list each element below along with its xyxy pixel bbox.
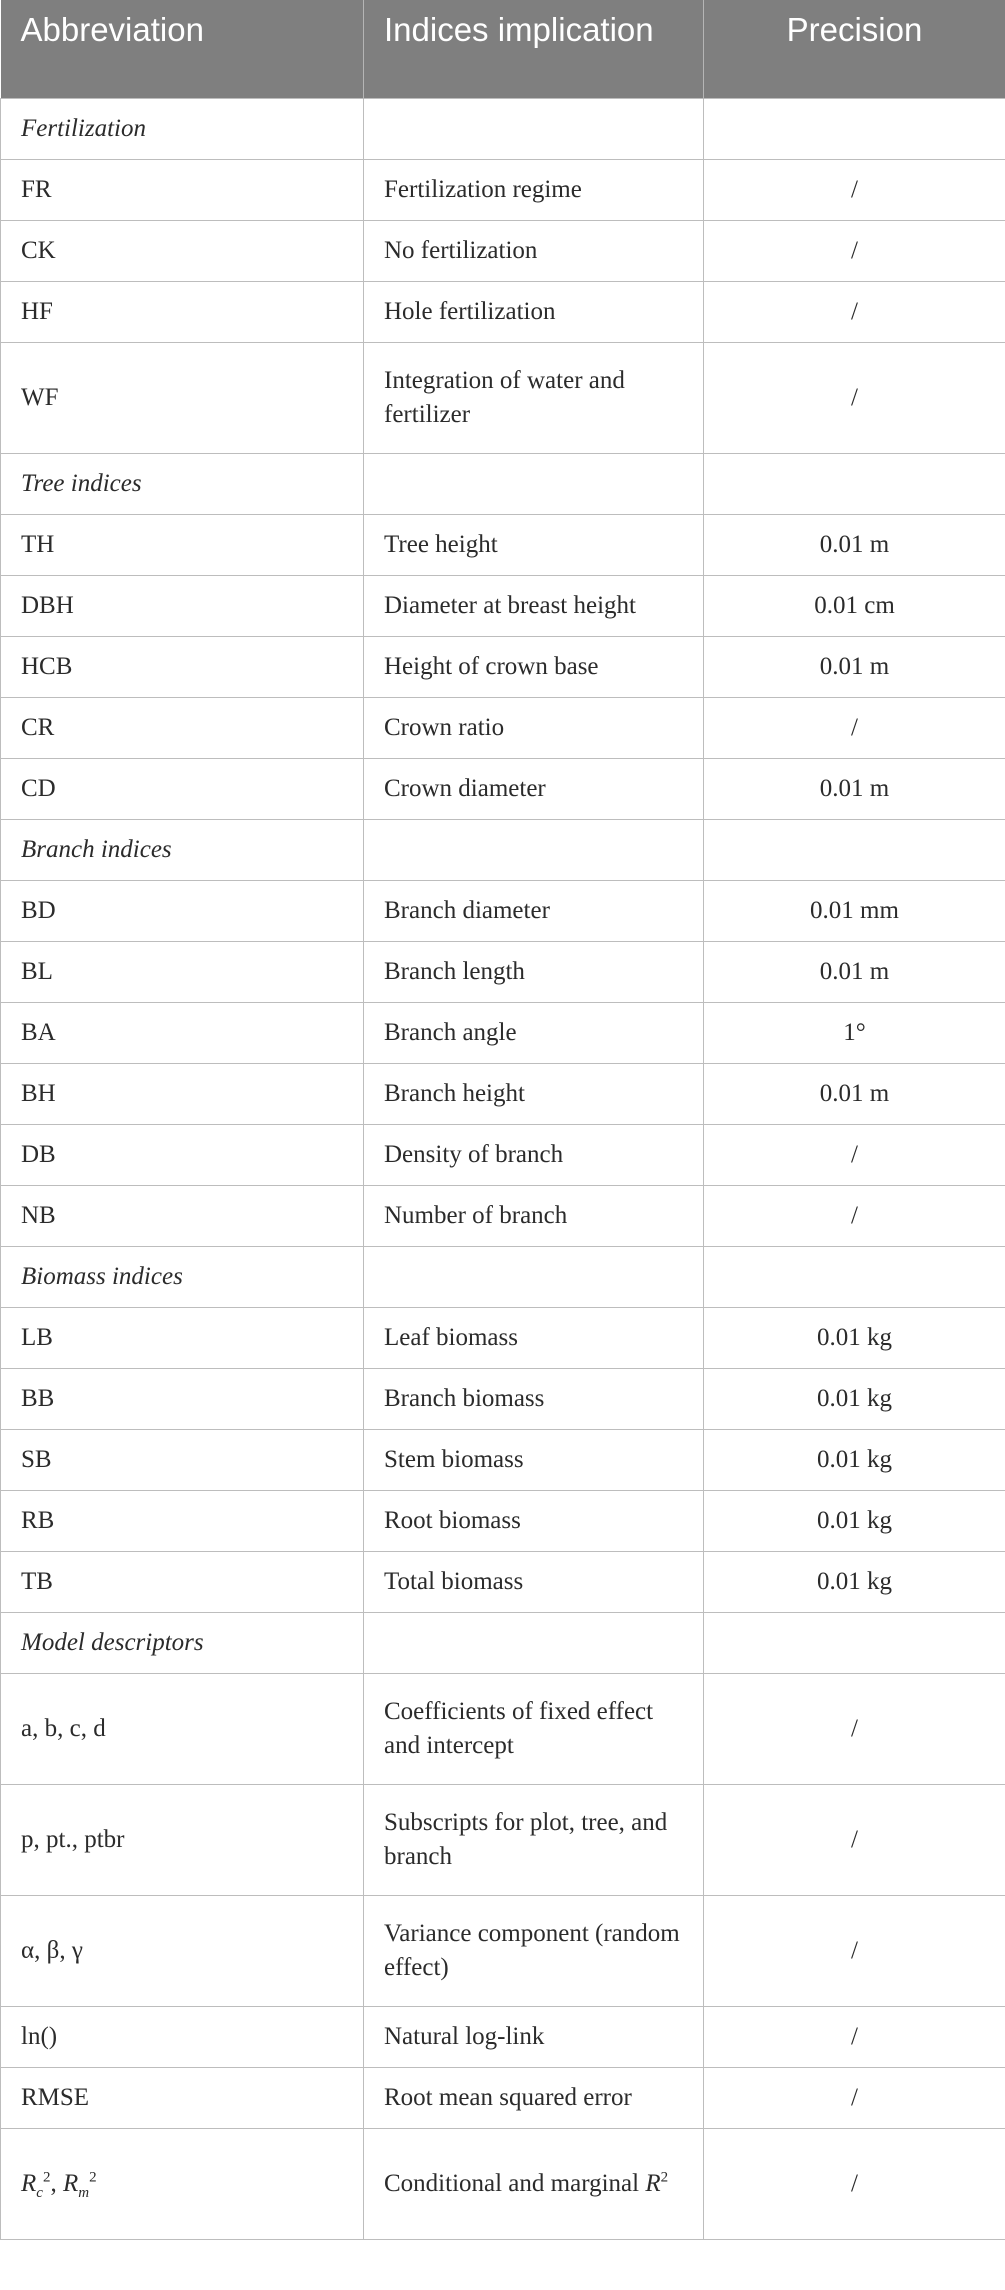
implication-cell: Variance component (random effect) [364, 1895, 704, 2006]
empty-cell [704, 453, 1005, 514]
implication-cell: Branch biomass [364, 1368, 704, 1429]
implication-cell: Stem biomass [364, 1429, 704, 1490]
abbreviation-cell: α, β, γ [1, 1895, 364, 2006]
implication-cell: Diameter at breast height [364, 575, 704, 636]
precision-cell: 1° [704, 1002, 1005, 1063]
table-row [1, 758, 1005, 819]
table-row [1, 880, 1005, 941]
table-row [1, 342, 1005, 453]
abbreviation-cell: FR [1, 159, 364, 220]
abbreviation-cell: DB [1, 1124, 364, 1185]
empty-cell [704, 98, 1005, 159]
abbreviation-cell: HF [1, 281, 364, 342]
r-symbol: R [21, 2169, 37, 2197]
implication-cell: Integration of water and fertilizer [364, 342, 704, 453]
implication-cell: Branch angle [364, 1002, 704, 1063]
empty-cell [704, 1612, 1005, 1673]
implication-cell: Height of crown base [364, 636, 704, 697]
implication-cell: Coefficients of fixed effect and intercept [364, 1673, 704, 1784]
precision-cell: 0.01 m [704, 514, 1005, 575]
abbreviation-cell: ln() [1, 2006, 364, 2067]
implication-cell: Hole fertilization [364, 281, 704, 342]
precision-cell: / [704, 2067, 1005, 2128]
table-row [1, 1429, 1005, 1490]
precision-cell: / [704, 159, 1005, 220]
abbreviation-cell: CK [1, 220, 364, 281]
section-title: Biomass indices [1, 1246, 364, 1307]
precision-cell: 0.01 kg [704, 1307, 1005, 1368]
precision-cell: 0.01 kg [704, 1368, 1005, 1429]
implication-cell: Subscripts for plot, tree, and branch [364, 1784, 704, 1895]
r-symbol: R [645, 2169, 661, 2197]
precision-cell: 0.01 kg [704, 1490, 1005, 1551]
header-implication: Indices implication [364, 0, 704, 98]
square-superscript: 2 [89, 2169, 97, 2186]
table-row [1, 1895, 1005, 2006]
table-body [1, 98, 1005, 2239]
header-row [1, 0, 1005, 98]
abbreviation-cell: BB [1, 1368, 364, 1429]
table-row-r-squared [1, 2128, 1005, 2239]
section-row [1, 98, 1005, 159]
square-superscript: 2 [42, 2169, 51, 2186]
precision-cell: / [704, 1124, 1005, 1185]
conditional-subscript: c [36, 2184, 43, 2201]
section-title: Tree indices [1, 453, 364, 514]
empty-cell [364, 453, 704, 514]
implication-cell: Total biomass [364, 1551, 704, 1612]
table-row [1, 220, 1005, 281]
marginal-subscript: m [78, 2184, 90, 2201]
table-row [1, 697, 1005, 758]
precision-cell: 0.01 m [704, 941, 1005, 1002]
abbreviation-cell: CD [1, 758, 364, 819]
implication-cell: Density of branch [364, 1124, 704, 1185]
abbreviation-cell: BH [1, 1063, 364, 1124]
implication-cell: Number of branch [364, 1185, 704, 1246]
square-superscript: 2 [660, 2169, 669, 2186]
table-row [1, 2006, 1005, 2067]
abbreviation-cell-r-squared [1, 2128, 364, 2239]
abbreviation-cell: NB [1, 1185, 364, 1246]
table-row [1, 941, 1005, 1002]
implication-cell: Root biomass [364, 1490, 704, 1551]
abbreviation-cell: CR [1, 697, 364, 758]
abbreviation-cell: SB [1, 1429, 364, 1490]
table-row [1, 159, 1005, 220]
table-row [1, 636, 1005, 697]
table-row [1, 514, 1005, 575]
empty-cell [364, 1246, 704, 1307]
abbreviation-cell: BD [1, 880, 364, 941]
empty-cell [704, 819, 1005, 880]
abbreviation-cell: DBH [1, 575, 364, 636]
precision-cell: / [704, 2006, 1005, 2067]
implication-cell: Tree height [364, 514, 704, 575]
table-row [1, 1185, 1005, 1246]
precision-cell: 0.01 m [704, 758, 1005, 819]
section-title: Branch indices [1, 819, 364, 880]
r-symbol: R [62, 2169, 79, 2197]
table-row [1, 1784, 1005, 1895]
precision-cell: / [704, 1673, 1005, 1784]
table-row [1, 1307, 1005, 1368]
table-row [1, 1002, 1005, 1063]
precision-cell: / [704, 220, 1005, 281]
table-row [1, 1368, 1005, 1429]
precision-cell: 0.01 m [704, 1063, 1005, 1124]
abbreviation-cell: RMSE [1, 2067, 364, 2128]
implication-cell: Crown diameter [364, 758, 704, 819]
table-row [1, 1063, 1005, 1124]
implication-text: Conditional and marginal [384, 2169, 646, 2197]
precision-cell: / [704, 342, 1005, 453]
abbreviation-cell: a, b, c, d [1, 1673, 364, 1784]
header-abbreviation: Abbreviation [1, 0, 364, 98]
abbreviation-cell: HCB [1, 636, 364, 697]
implication-cell: Leaf biomass [364, 1307, 704, 1368]
abbreviation-cell: TH [1, 514, 364, 575]
precision-cell: 0.01 mm [704, 880, 1005, 941]
empty-cell [704, 1246, 1005, 1307]
implication-cell: Root mean squared error [364, 2067, 704, 2128]
abbreviation-cell: RB [1, 1490, 364, 1551]
separator: , [50, 2169, 63, 2197]
precision-cell: / [704, 697, 1005, 758]
abbreviation-cell: BA [1, 1002, 364, 1063]
table-row [1, 281, 1005, 342]
section-title: Fertilization [1, 98, 364, 159]
implication-cell-r-squared [364, 2128, 704, 2239]
abbreviation-cell: p, pt., ptbr [1, 1784, 364, 1895]
empty-cell [364, 98, 704, 159]
precision-cell: 0.01 kg [704, 1429, 1005, 1490]
precision-cell: / [704, 2128, 1005, 2239]
implication-cell: Crown ratio [364, 697, 704, 758]
precision-cell: / [704, 1784, 1005, 1895]
abbreviation-cell: BL [1, 941, 364, 1002]
section-title: Model descriptors [1, 1612, 364, 1673]
precision-cell: / [704, 281, 1005, 342]
section-row [1, 819, 1005, 880]
precision-cell: 0.01 kg [704, 1551, 1005, 1612]
table-row [1, 1490, 1005, 1551]
precision-cell: 0.01 m [704, 636, 1005, 697]
empty-cell [364, 1612, 704, 1673]
implication-cell: Branch height [364, 1063, 704, 1124]
abbreviation-cell: TB [1, 1551, 364, 1612]
section-row [1, 1246, 1005, 1307]
table-row [1, 1673, 1005, 1784]
precision-cell: 0.01 cm [704, 575, 1005, 636]
table-row [1, 575, 1005, 636]
section-row [1, 453, 1005, 514]
table-row [1, 1551, 1005, 1612]
abbreviation-cell: LB [1, 1307, 364, 1368]
header-precision: Precision [704, 0, 1005, 98]
section-row [1, 1612, 1005, 1673]
table-header [1, 0, 1005, 98]
precision-cell: / [704, 1185, 1005, 1246]
table-row [1, 2067, 1005, 2128]
empty-cell [364, 819, 704, 880]
implication-cell: Natural log-link [364, 2006, 704, 2067]
implication-cell: Branch length [364, 941, 704, 1002]
implication-cell: Fertilization regime [364, 159, 704, 220]
abbreviation-cell: WF [1, 342, 364, 453]
precision-cell: / [704, 1895, 1005, 2006]
implication-cell: Branch diameter [364, 880, 704, 941]
table-row [1, 1124, 1005, 1185]
implication-cell: No fertilization [364, 220, 704, 281]
